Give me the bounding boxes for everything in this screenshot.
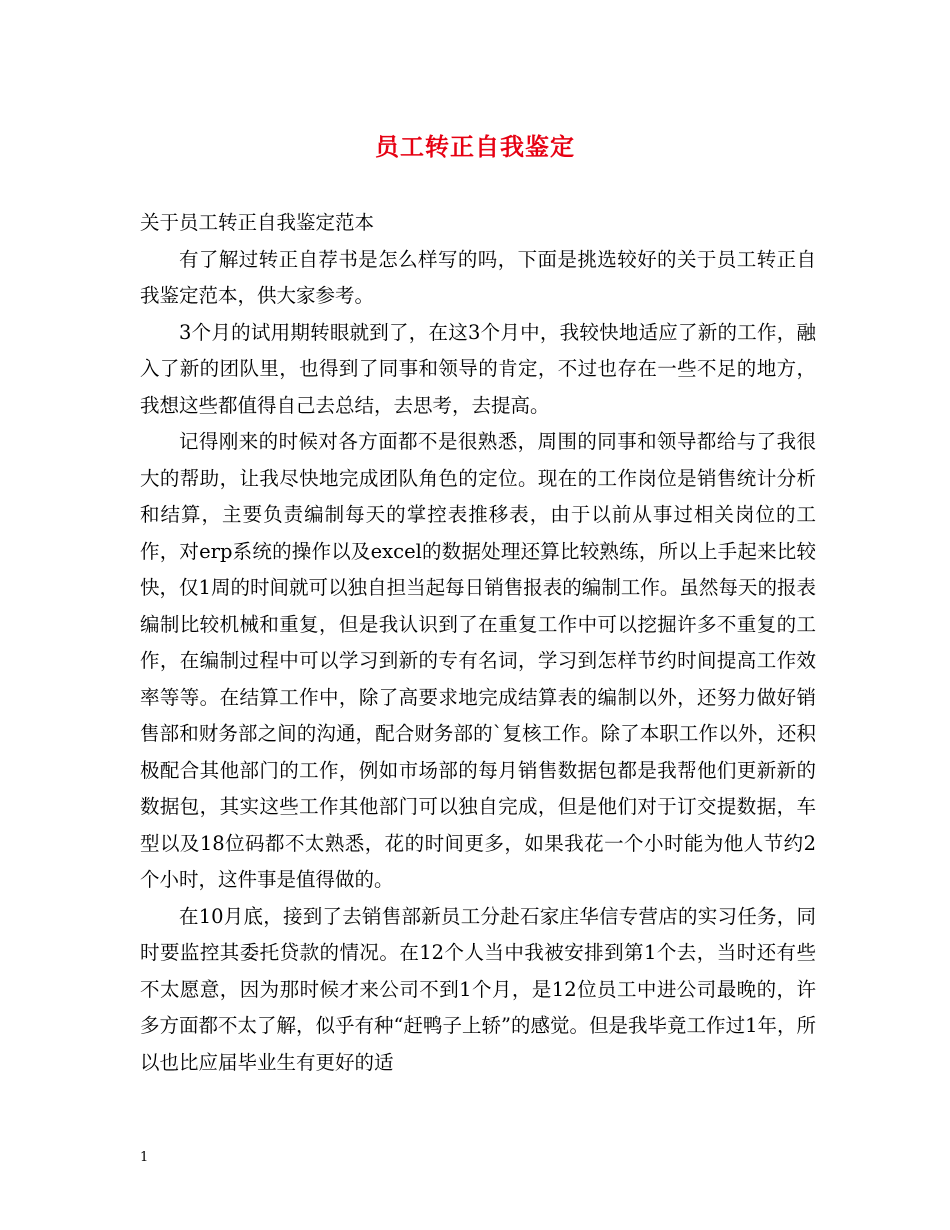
paragraph: 有了解过转正自荐书是怎么样写的吗，下面是挑选较好的关于员工转正自我鉴定范本，供大家参考。	[140, 247, 816, 307]
paragraph: 3个月的试用期转眼就到了，在这3个月中，我较快地适应了新的工作，融入了新的团队里，也得到了同事和领导的肯定，不过也存在一些不足的地方，我想这些都值得自己去总结，去思考，去提高。	[140, 320, 816, 417]
document-body	[140, 205, 816, 1081]
document-subtitle: 关于员工转正自我鉴定范本	[140, 211, 375, 234]
paragraph: 在10月底，接到了去销售部新员工分赴石家庄华信专营店的实习任务，同时要监控其委托贷款的情况。在12个人当中我被安排到第1个去，当时还有些不太愿意，因为那时候才来公司不到1个月，是12位员工中进公司最晚的，许多方面都不太了解，似乎有种“赶鸭子上轿”的感觉。但是我毕竟工作过1年，所以也比应届毕业生有更好的适	[140, 904, 816, 1074]
document-title: 员工转正自我鉴定	[375, 133, 575, 161]
paragraph: 记得刚来的时候对各方面都不是很熟悉，周围的同事和领导都给与了我很大的帮助，让我尽快地完成团队角色的定位。现在的工作岗位是销售统计分析和结算，主要负责编制每天的掌控表推移表，由于以前从事过相关岗位的工作，对erp系统的操作以及excel的数据处理还算比较熟练，所以上手起来比较快，仅1周的时间就可以独自担当起每日销售报表的编制工作。虽然每天的报表编制比较机械和重复，但是我认识到了在重复工作中可以挖掘许多不重复的工作，在编制过程中可以学习到新的专有名词，学习到怎样节约时间提高工作效率等等。在结算工作中，除了高要求地完成结算表的编制以外，还努力做好销售部和财务部之间的沟通，配合财务部的`复核工作。除了本职工作以外，还积极配合其他部门的工作，例如市场部的每月销售数据包都是我帮他们更新新的数据包，其实这些工作其他部门可以独自完成，但是他们对于订交提数据，车型以及18位码都不太熟悉，花的时间更多，如果我花一个小时能为他人节约2个小时，这件事是值得做的。	[140, 430, 816, 891]
page-number: 1	[140, 1150, 149, 1165]
